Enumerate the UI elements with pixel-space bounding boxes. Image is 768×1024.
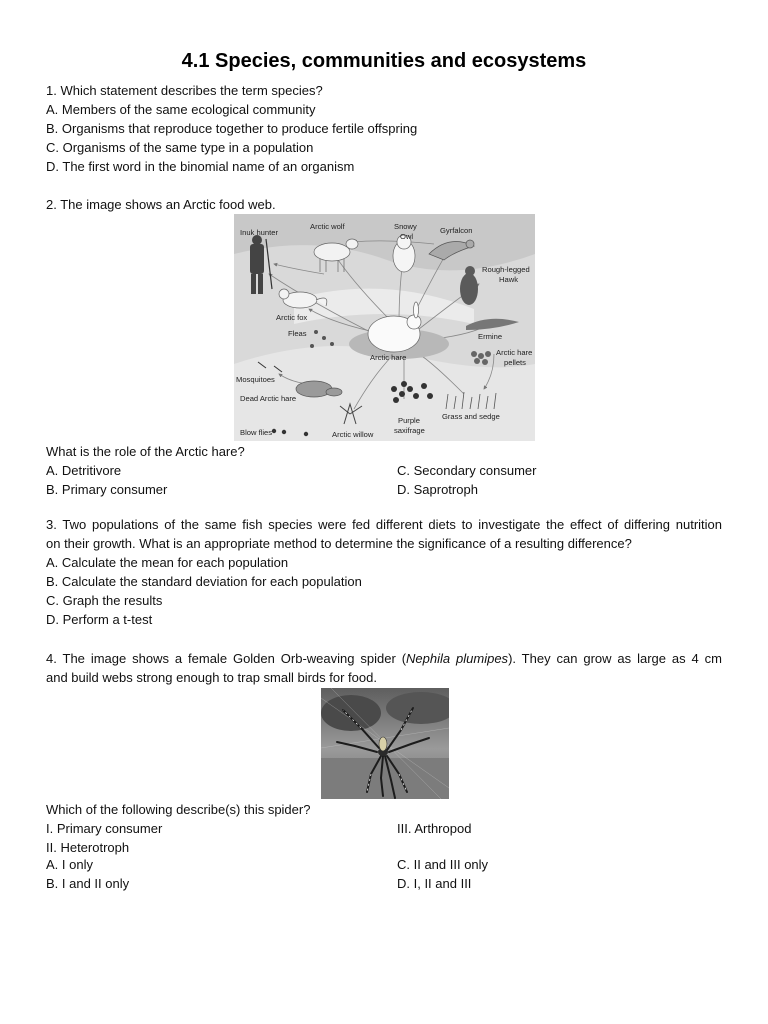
label-arctic-wolf: Arctic wolf bbox=[310, 222, 345, 231]
q4-option-c: C. II and III only bbox=[397, 857, 489, 872]
q1-stem: 1. Which statement describes the term species? bbox=[46, 83, 323, 98]
label-fleas: Fleas bbox=[288, 329, 307, 338]
q3-option-b: B. Calculate the standard deviation for each population bbox=[46, 574, 362, 589]
q1-option-a: A. Members of the same ecological community bbox=[46, 102, 316, 117]
label-snowy: Snowy bbox=[394, 222, 417, 231]
label-arctic-willow: Arctic willow bbox=[332, 430, 374, 439]
q3-option-a: A. Calculate the mean for each population bbox=[46, 555, 289, 570]
label-rough-legged: Rough-legged bbox=[482, 265, 530, 274]
q4-option-b: B. I and II only bbox=[46, 876, 130, 891]
q2-option-b: B. Primary consumer bbox=[46, 482, 168, 497]
label-gyrfalcon: Gyrfalcon bbox=[440, 226, 473, 235]
label-saxifrage: saxifrage bbox=[394, 426, 425, 435]
q2-option-d: D. Saprotroph bbox=[397, 482, 478, 497]
spider-photo-image bbox=[321, 688, 449, 799]
arctic-food-web-illustration bbox=[234, 214, 535, 441]
label-ermine: Ermine bbox=[478, 332, 503, 341]
arctic-food-web-figure bbox=[234, 214, 535, 441]
label-arctic-fox: Arctic fox bbox=[276, 313, 308, 322]
q1-option-d: D. The first word in the binomial name of an organism bbox=[46, 159, 355, 174]
label-owl: Owl bbox=[400, 232, 414, 241]
label-mosquitoes: Mosquitoes bbox=[236, 375, 275, 384]
q4-statement-3: III. Arthropod bbox=[397, 821, 472, 836]
q2-intro: 2. The image shows an Arctic food web. bbox=[46, 197, 276, 212]
q3-stem-line-2: on their growth. What is an appropriate method to determine the significance of a resulting difference? bbox=[46, 536, 632, 551]
label-grass-and-sedge: Grass and sedge bbox=[442, 412, 500, 421]
label-arctic-hare: Arctic hare bbox=[370, 353, 407, 362]
q1-option-b: B. Organisms that reproduce together to produce fertile offspring bbox=[46, 121, 418, 136]
q4-question: Which of the following describe(s) this spider? bbox=[46, 802, 311, 817]
q3-option-c: C. Graph the results bbox=[46, 593, 163, 608]
label-pellets-1: Arctic hare bbox=[496, 348, 533, 357]
q1-option-c: C. Organisms of the same type in a population bbox=[46, 140, 314, 155]
spider-photo bbox=[321, 688, 449, 799]
q4-species-name: Nephila plumipes bbox=[406, 651, 509, 666]
label-hawk: Hawk bbox=[499, 275, 518, 284]
page-title: 4.1 Species, communities and ecosystems bbox=[181, 50, 587, 72]
q4-option-d: D. I, II and III bbox=[397, 876, 472, 891]
q2-option-a: A. Detritivore bbox=[46, 463, 122, 478]
q3-option-d: D. Perform a t-test bbox=[46, 612, 153, 627]
label-purple: Purple bbox=[398, 416, 420, 425]
q4-stem-pre: 4. The image shows a female Golden Orb-weaving spider ( bbox=[46, 651, 407, 666]
q4-statement-2: II. Heterotroph bbox=[46, 840, 130, 855]
label-inuk-hunter: Inuk hunter bbox=[240, 228, 278, 237]
q4-stem-post: ). They can grow as large as 4 cm bbox=[508, 651, 722, 666]
q4-statement-1: I. Primary consumer bbox=[46, 821, 163, 836]
label-pellets-2: pellets bbox=[504, 358, 526, 367]
q4-stem-line-1 bbox=[46, 649, 722, 668]
label-dead-arctic-hare: Dead Arctic hare bbox=[240, 394, 297, 403]
q2-stem: What is the role of the Arctic hare? bbox=[46, 444, 245, 459]
q3-stem-line-1: 3. Two populations of the same fish species were fed different diets to investigate the effect of differing nutrition bbox=[46, 517, 722, 532]
q4-option-a: A. I only bbox=[46, 857, 93, 872]
q2-option-c: C. Secondary consumer bbox=[397, 463, 537, 478]
q4-stem-line-2: and build webs strong enough to trap small birds for food. bbox=[46, 670, 377, 685]
label-blow-flies: Blow flies bbox=[240, 428, 273, 437]
